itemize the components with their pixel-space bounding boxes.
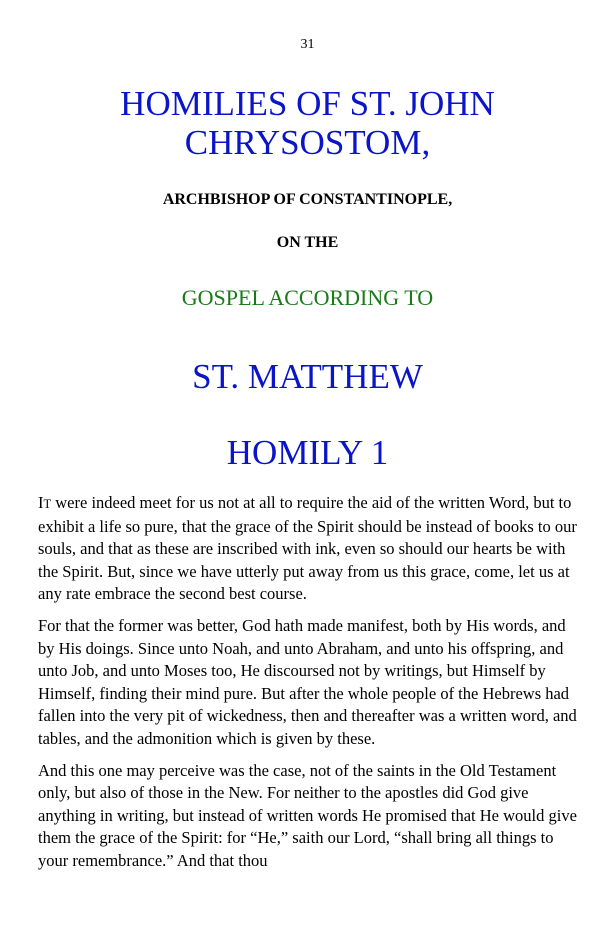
paragraph-1-initial: I [38,493,44,512]
book-title: ST. MATTHEW [192,357,423,396]
on-the-subtitle: ON THE [276,234,339,251]
archbishop-subtitle: ARCHBISHOP OF CONSTANTINOPLE, [162,191,453,208]
paragraph-1 [38,492,586,606]
homily-title: HOMILY 1 [226,433,389,472]
paragraph-2: For that the former was better, God hath made manifest, both by His words, and by His doings. Since unto Noah, and unto Abraham, and unto his offspring, and unto Job, and unto Moses too, He discoursed not by writings, but Himself by Himself, finding their mind pure. But after the whole people of the Hebrews had fallen into the very pit of wickedness, then and thereafter was a written word, and tables, and the admonition which is given by these. [38,615,577,748]
gospel-heading: GOSPEL ACCORDING TO [181,285,434,310]
main-title-line-1: HOMILIES OF ST. JOHN [120,84,495,123]
paragraph-1-initial-smallcaps: T [43,497,52,511]
body-text [38,492,586,882]
paragraph-3: And this one may perceive was the case, not of the saints in the Old Testament only, but also of those in the New. For neither to the apostles did God give anything in writing, but instead of written words He promised that He would give them the grace of the Spirit: for “He,” saith our Lord, “shall bring all things to your remembrance.” And that thou [38,760,577,870]
main-title-line-2: CHRYSOSTOM, [184,123,431,162]
page-number: 31 [300,37,315,52]
main-title [0,84,615,162]
paragraph-1-text: were indeed meet for us not at all to require the aid of the written Word, but to exhibit a life so pure, that the grace of the Spirit should be instead of books to our souls, and that as these are inscribed with ink, even so should our hearts be with the Spirit. But, since we have utterly put away from us this grace, come, let us at any rate embrace the second best course. [38,493,577,604]
